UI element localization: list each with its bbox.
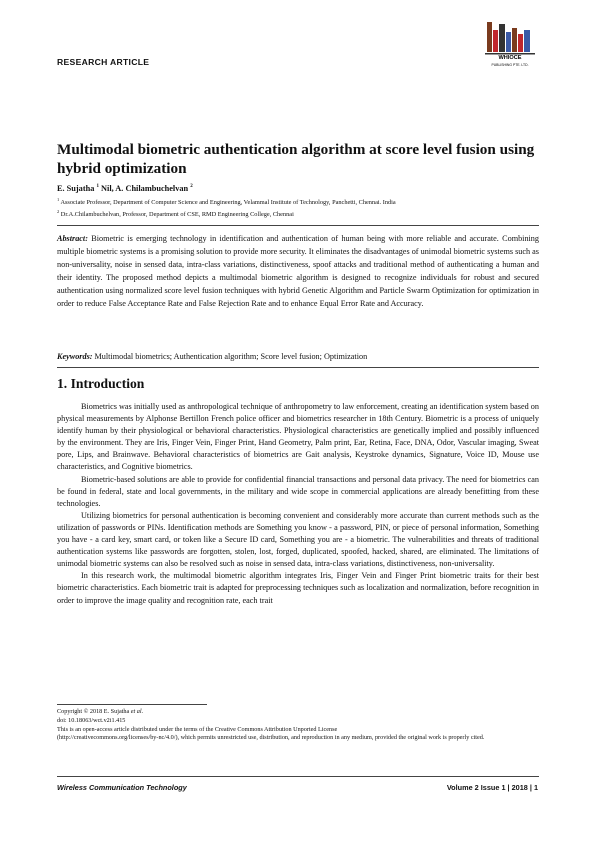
divider-footer (57, 776, 539, 777)
affiliation-1-text: Associate Professor, Department of Computer Science and Engineering, Velammal Institute of Technology, Panchetti, Chennai. India (60, 199, 396, 207)
paragraph-3: Utilizing biometrics for personal authentication is becoming convenient and considerably more accurate than current methods such as the utilization of passwords or PINs. Identification methods are Something you know - a password, PIN, or piece of personal information, Something you have - a card key, smart card, or token like a Secure ID card, Something you are - a biometric. The vulnerabilities and threats of traditional authentication systems like passwords are forgotten, stolen, lost, forged, duplicated, spoofed, hacked, shared, are eliminated. The limitations of unimodal biometric systems can also be resolved such as noise in sensed data, intra-class variations, distinctiveness, non-universality. (57, 510, 539, 569)
keywords-label: Keywords: (57, 352, 93, 361)
paragraph-2: Biometric-based solutions are able to provide for confidential financial transactions and personal data privacy. The need for biometrics can be found in federal, state and local governments, in the military and wide scope in commercial applications are already benefitting from these technologies. (57, 474, 539, 508)
abstract-label: Abstract: (57, 234, 88, 243)
paragraph-4: In this research work, the multimodal biometric algorithm integrates Iris, Finger Vein and Finger Print biometric traits for their best biometric characteristics. Each biometric trait is adapted for preprocessing techniques such as localization and normalization, before recognition in order to improve the image quality and recognition rate, each trait (57, 571, 539, 605)
author-2-sup: 2 (190, 184, 193, 190)
doi-line: doi: 10.18063/wct.v2i1.415 (57, 716, 126, 724)
affiliation-2-text: Dr.A.Chilambuchelvan, Professor, Department of CSE, RMD Engineering College, Chennai (60, 211, 294, 219)
license-line-2: (http://creativecommons.org/licenses/by-nc/4.0/), which permits unrestricted use, distribution, and reproduction in any medium, provided the original work is properly cited. (57, 734, 485, 742)
abstract-text: Biometric is emerging technology in identification and authentication of human being with more reliable and accurate. Combining multiple biometric systems is a promising solution to provide more security. It eliminates the disadvantages of unimodal biometric systems such as non-universality, noise in sensed data, intra-class variations, distinctiveness, spoof attacks and traditional method of authenticating a human and their identity. The proposed method depicts a multimodal biometric algorithm is designed to recognize individuals for robust and secured authentication using normalized score level fusion techniques with hybrid Genetic Algorithm and Particle Swarm Optimization for optimization in order to reduce False Acceptance Rate and False Rejection Rate and to enhance Equal Error Rate and Accuracy. (57, 234, 539, 309)
author-1-sup: 1 (96, 184, 99, 190)
logo-subtitle: PUBLISHING PTE. LTD. (491, 63, 529, 67)
affiliation-1-sup: 1 (57, 197, 60, 202)
section-body (57, 401, 539, 607)
section-heading: 1. Introduction (57, 376, 145, 391)
author-line (57, 184, 193, 193)
author-2: Nil, A. Chilambuchelvan (101, 184, 189, 193)
journal-name: Wireless Communication Technology (57, 783, 187, 792)
author-1: E. Sujatha (57, 184, 95, 193)
article-title: Multimodal biometric authentication algorithm at score level fusion using hybrid optimization (57, 141, 535, 177)
license-line-1: This is an open-access article distributed under the terms of the Creative Commons Attribution Unported License (57, 725, 338, 733)
keywords (57, 352, 539, 361)
article-type-label: RESEARCH ARTICLE (57, 57, 150, 67)
affiliation-1 (57, 197, 537, 206)
abstract (57, 232, 539, 311)
keywords-text: Multimodal biometrics; Authentication algorithm; Score level fusion; Optimization (94, 352, 368, 361)
logo-name: WHIOCE (498, 55, 522, 61)
divider-top (57, 225, 539, 226)
footnote-rule (57, 704, 207, 705)
copyright-text: Copyright © 2018 E. Sujatha (57, 708, 130, 715)
issue-text: Volume 2 Issue 1 | 2018 | (446, 783, 532, 792)
affiliation-2-sup: 2 (57, 209, 60, 214)
copyright-etal: et al. (130, 708, 144, 715)
divider-abstract (57, 367, 539, 368)
footnote (57, 708, 539, 743)
issue-info (447, 783, 538, 792)
affiliation-2 (57, 209, 537, 218)
page-number: 1 (533, 783, 538, 792)
paragraph-1: Biometrics was initially used as anthropological technique of anthropometry to law enforcement, creating an identification system based on physical measurements by Alphonse Bertillon French police officer and biometrics researcher in 18th Century. Biometric is a process of uniquely identify human by their physiological or behavioral characteristics. Physiological characteristics are genetically implied and possibly influenced by the environment. They are Iris, Finger Vein, Finger Print, Hand Geometry, Palm print, Ear, Retina, Face, DNA, Odor, Vascular imaging, Sweat pore, Lips, and Brainwave. Behavioral characteristics of biometrics are Gait analysis, Keystroke dynamics, Signature, Voice ID, Mouse use characteristics, and Cognitive biometrics. (57, 402, 539, 472)
copyright-line (57, 708, 539, 717)
